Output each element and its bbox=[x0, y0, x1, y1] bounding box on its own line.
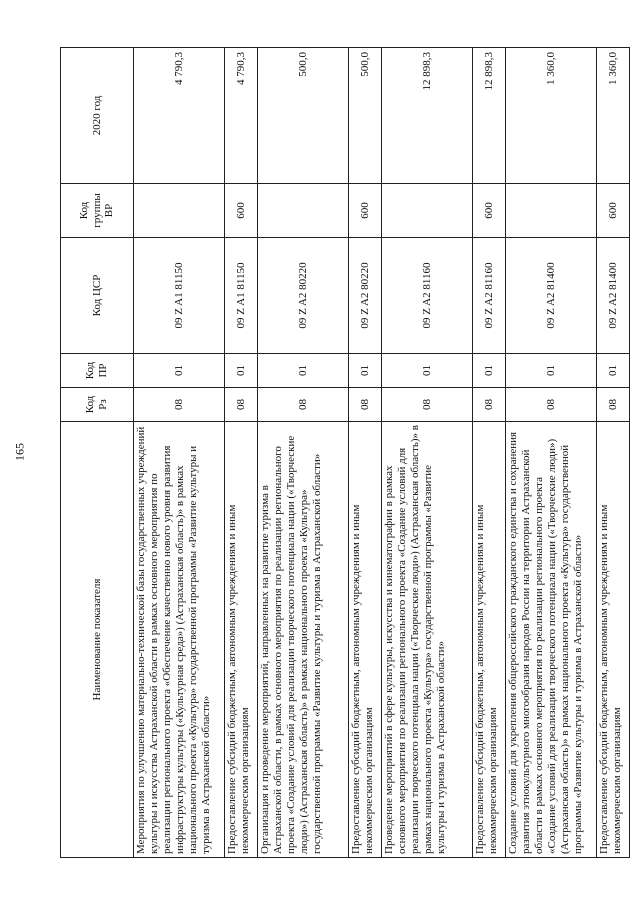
header-vr-group-code: Код группы ВР bbox=[60, 183, 133, 237]
row-rz: 08 bbox=[224, 387, 257, 421]
row-name: Предоставление субсидий бюджетным, автономным учреждениям и иным некоммерческим организациям bbox=[596, 421, 629, 857]
row-csr: 09 Z A2 80220 bbox=[348, 237, 381, 353]
row-amount: 500,0 bbox=[257, 47, 348, 183]
table-row bbox=[348, 47, 381, 857]
row-pr: 01 bbox=[133, 353, 224, 387]
header-year-2020: 2020 год bbox=[60, 47, 133, 183]
row-vr: 600 bbox=[596, 183, 629, 237]
rotated-page bbox=[60, 48, 623, 858]
row-rz: 08 bbox=[257, 387, 348, 421]
row-amount: 12 898,3 bbox=[381, 47, 472, 183]
row-rz: 08 bbox=[472, 387, 505, 421]
header-indicator-name: Наименование показателя bbox=[60, 421, 133, 857]
table-row bbox=[224, 47, 257, 857]
budget-table bbox=[60, 47, 630, 858]
row-amount: 500,0 bbox=[348, 47, 381, 183]
row-vr: 600 bbox=[348, 183, 381, 237]
table-row bbox=[472, 47, 505, 857]
header-pr-code: Код ПР bbox=[60, 353, 133, 387]
row-vr bbox=[133, 183, 224, 237]
row-name: Предоставление субсидий бюджетным, автономным учреждениям и иным некоммерческим организациям bbox=[224, 421, 257, 857]
table-header-row bbox=[60, 47, 133, 857]
table-row bbox=[596, 47, 629, 857]
row-pr: 01 bbox=[257, 353, 348, 387]
row-rz: 08 bbox=[596, 387, 629, 421]
table-row bbox=[381, 47, 472, 857]
row-csr: 09 Z A2 81160 bbox=[381, 237, 472, 353]
row-csr: 09 Z A2 81400 bbox=[596, 237, 629, 353]
row-csr: 09 Z A1 81150 bbox=[224, 237, 257, 353]
row-vr bbox=[257, 183, 348, 237]
row-name: Создание условий для укрепления общероссийского гражданского единства и сохранения развития этнокультурного многообразия народов России на территории Астраханской области в рамках основного мероприятия по реализации регионального проекта «Создание условий для реализации творческого потенциала нации («Творческие люди») (Астраханская область)» в рамках национального проекта «Культура» государственной программы «Развитие культуры и туризма в Астраханской области» bbox=[505, 421, 596, 857]
row-name: Организация и проведение мероприятий, направленных на развитие туризма в Астраханской области, в рамках основного мероприятия по реализации регионального проекта «Создание условий для реализации творческого потенциала нации («Творческие люди») (Астраханская область)» в рамках национального проекта «Культура» государственной программы «Развитие культуры и туризма в Астраханской области» bbox=[257, 421, 348, 857]
table-row bbox=[505, 47, 596, 857]
row-pr: 01 bbox=[505, 353, 596, 387]
row-amount: 1 360,0 bbox=[505, 47, 596, 183]
row-amount: 4 790,3 bbox=[224, 47, 257, 183]
row-name: Предоставление субсидий бюджетным, автономным учреждениям и иным некоммерческим организациям bbox=[348, 421, 381, 857]
row-rz: 08 bbox=[505, 387, 596, 421]
row-pr: 01 bbox=[472, 353, 505, 387]
row-csr: 09 Z A2 80220 bbox=[257, 237, 348, 353]
row-vr bbox=[505, 183, 596, 237]
row-pr: 01 bbox=[596, 353, 629, 387]
row-name: Мероприятия по улучшению материально-технической базы государственных учреждений культуры и искусства Астраханской области в рамках основного мероприятия по реализации регионального проекта «Обеспечение качественно нового уровня развития инфраструктуры культуры («Культурная среда») (Астраханская область)» в рамках национального проекта «Культура» государственной программы «Развитие культуры и туризма в Астраханской области» bbox=[133, 421, 224, 857]
row-rz: 08 bbox=[348, 387, 381, 421]
row-amount: 1 360,0 bbox=[596, 47, 629, 183]
row-amount: 4 790,3 bbox=[133, 47, 224, 183]
table-row bbox=[133, 47, 224, 857]
row-rz: 08 bbox=[133, 387, 224, 421]
row-name: Проведение мероприятий в сфере культуры, искусства и кинематографии в рамках основного мероприятия по реализации регионального проекта «Создание условий для реализации творческого потенциала нации («Творческие люди») (Астраханская область)» в рамках национального проекта «Культура» государственной программы «Развитие культуры и туризма в Астраханской области» bbox=[381, 421, 472, 857]
row-vr bbox=[381, 183, 472, 237]
header-csr-code: Код ЦСР bbox=[60, 237, 133, 353]
row-rz: 08 bbox=[381, 387, 472, 421]
row-amount: 12 898,3 bbox=[472, 47, 505, 183]
row-csr: 09 Z A2 81160 bbox=[472, 237, 505, 353]
row-pr: 01 bbox=[381, 353, 472, 387]
row-csr: 09 Z A2 81400 bbox=[505, 237, 596, 353]
row-pr: 01 bbox=[224, 353, 257, 387]
row-vr: 600 bbox=[224, 183, 257, 237]
row-vr: 600 bbox=[472, 183, 505, 237]
row-pr: 01 bbox=[348, 353, 381, 387]
table-row bbox=[257, 47, 348, 857]
page-number: 165 bbox=[12, 443, 27, 461]
row-name: Предоставление субсидий бюджетным, автономным учреждениям и иным некоммерческим организациям bbox=[472, 421, 505, 857]
header-rz-code: Код Рз bbox=[60, 387, 133, 421]
row-csr: 09 Z A1 81150 bbox=[133, 237, 224, 353]
